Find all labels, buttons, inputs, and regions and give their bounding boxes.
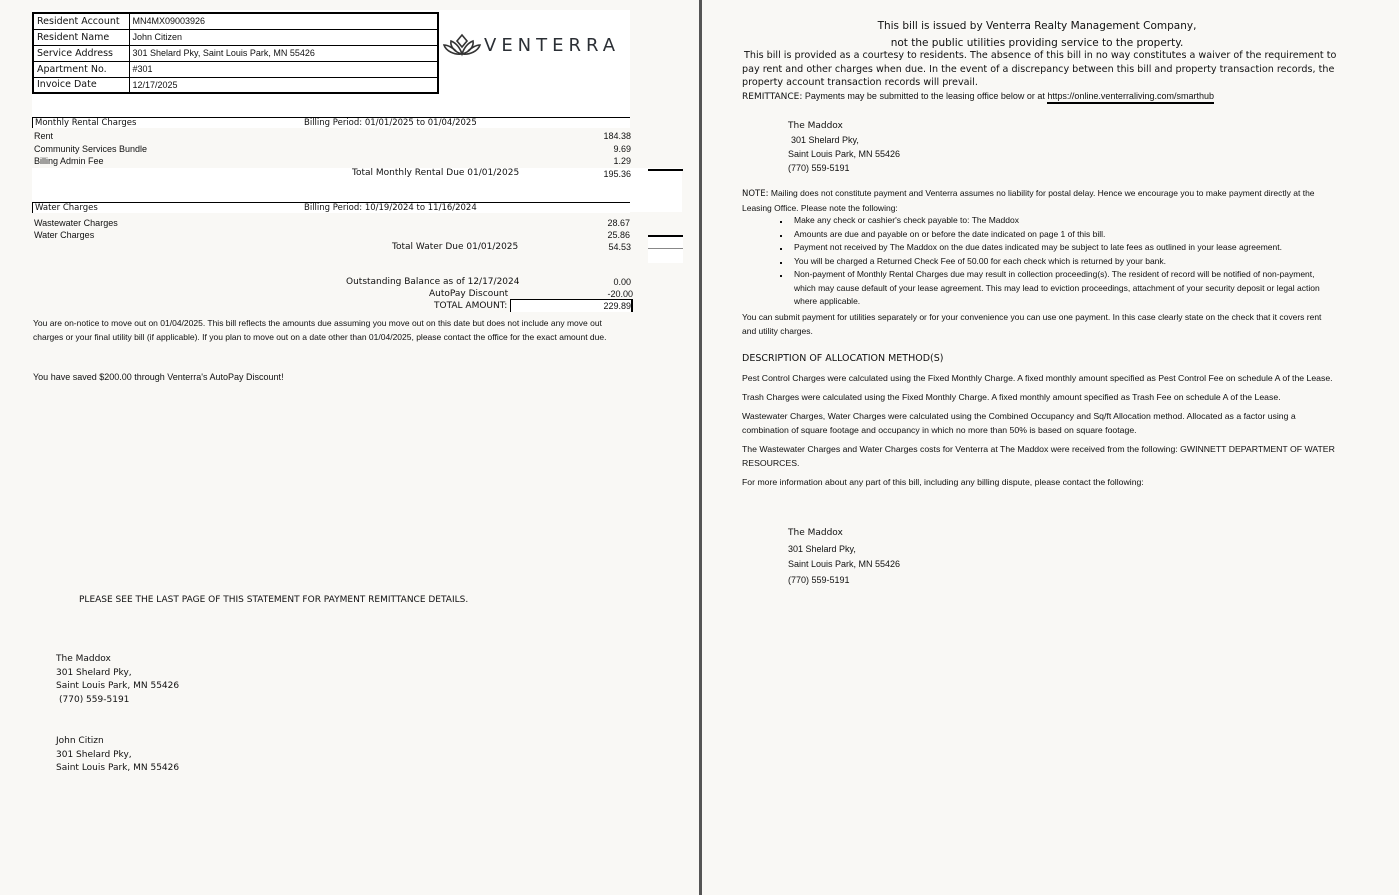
address-line: Saint Louis Park, MN 55426 bbox=[788, 559, 901, 569]
list-item: Non-payment of Monthly Rental Charges due may result in collection proceeding(s). The resident of record will be notified of non-payment, which may cause default of your lease agreement. This may lead to eviction proceedings, attachment of your security deposit or legal action where applicable. bbox=[776, 268, 1336, 309]
list-item: Payment not received by The Maddox on the due dates indicated may be subject to late fees as outlined in your lease agreement. bbox=[776, 241, 1336, 255]
value: #301 bbox=[129, 61, 438, 77]
value: 12/17/2025 bbox=[129, 77, 438, 93]
water-total-amount: 54.53 bbox=[608, 242, 631, 252]
recipient-address bbox=[56, 735, 179, 776]
issued-line: This bill is issued by Venterra Realty Management Company, bbox=[877, 20, 1197, 32]
address-line: Saint Louis Park, MN 55426 bbox=[788, 149, 901, 159]
charge-amount: 184.38 bbox=[603, 131, 631, 141]
address-line: (770) 559-5191 bbox=[788, 574, 850, 585]
charge-amount: 25.86 bbox=[607, 230, 630, 240]
address-line: John Citizn bbox=[56, 736, 104, 746]
total-amount-label: TOTAL AMOUNT: bbox=[434, 301, 508, 311]
outstanding-amount: 0.00 bbox=[613, 277, 631, 287]
table-row bbox=[33, 13, 438, 29]
allocation-item: The Wastewater Charges and Water Charges costs for Venterra at The Maddox were received from the following: GWINNETT DEPARTMENT OF WATER RESOURCES. bbox=[742, 444, 1335, 468]
lotus-icon bbox=[442, 32, 482, 58]
section-title: Monthly Rental Charges bbox=[35, 118, 137, 128]
value: 301 Shelard Pky, Saint Louis Park, MN 55426 bbox=[129, 45, 438, 61]
label: Service Address bbox=[33, 45, 129, 61]
remittance-line bbox=[742, 91, 1214, 102]
address-line: 301 Shelard Pky, bbox=[791, 135, 859, 145]
label: Resident Name bbox=[33, 29, 129, 45]
total-amount-box bbox=[510, 299, 633, 312]
allocation-item: Trash Charges were calculated using the Fixed Monthly Charge. A fixed monthly amount specified as Trash Fee on schedule A of the Lease. bbox=[742, 392, 1281, 402]
allocation-item: Wastewater Charges, Water Charges were calculated using the Combined Occupancy and Sq/ft Allocation method. Allocated as a factor using a combination of square footage and occupancy in which no more than 50% is based on square footage. bbox=[742, 411, 1296, 435]
water-header bbox=[32, 202, 630, 213]
address-line: Saint Louis Park, MN 55426 bbox=[56, 681, 180, 691]
address-line: 301 Shelard Pky, bbox=[56, 667, 132, 678]
issued-notice bbox=[742, 18, 1332, 52]
list-item: You will be charged a Returned Check Fee of 50.00 for each check which is returned by your bank. bbox=[776, 255, 1336, 269]
billing-period: Billing Period: 10/19/2024 to 11/16/2024 bbox=[304, 203, 477, 213]
note-label: NOTE: bbox=[742, 189, 769, 199]
label: Resident Account bbox=[33, 13, 129, 29]
remittance-notice: PLEASE SEE THE LAST PAGE OF THIS STATEMENT FOR PAYMENT REMITTANCE DETAILS. bbox=[79, 595, 469, 605]
address-line: (770) 559-5191 bbox=[59, 694, 130, 705]
allocation-title: DESCRIPTION OF ALLOCATION METHOD(S) bbox=[742, 353, 944, 364]
address-line: (770) 559-5191 bbox=[788, 163, 850, 173]
rental-total-amount: 195.36 bbox=[603, 169, 631, 179]
label: Invoice Date bbox=[33, 77, 129, 93]
label: Apartment No. bbox=[33, 61, 129, 77]
note-text: Mailing does not constitute payment and Venterra assumes no liability for postal delay. Hence we encourage you to make payment directly at the Leasing Office. Please note the following: bbox=[742, 188, 1315, 213]
value: John Citizen bbox=[129, 29, 438, 45]
table-row bbox=[33, 77, 438, 93]
smarthub-link[interactable]: https://online.venterraliving.com/smarthub bbox=[1047, 91, 1214, 104]
total-rule bbox=[648, 248, 683, 249]
address-line: The Maddox bbox=[56, 654, 111, 664]
list-item: Amounts are due and payable on or before the date indicated on page 1 of this bill. bbox=[776, 228, 1336, 242]
charge-label: Billing Admin Fee bbox=[34, 156, 104, 166]
address-line: Saint Louis Park, MN 55426 bbox=[56, 763, 180, 773]
list-item: Make any check or cashier's check payable to: The Maddox bbox=[776, 214, 1336, 228]
sender-address bbox=[56, 653, 179, 707]
autopay-savings: You have saved $200.00 through Venterra's AutoPay Discount! bbox=[33, 372, 284, 382]
table-row bbox=[33, 45, 438, 61]
rental-total-label: Total Monthly Rental Due 01/01/2025 bbox=[352, 168, 520, 178]
total-band bbox=[648, 235, 683, 263]
remittance-label: REMITTANCE: bbox=[742, 92, 803, 102]
account-info-table bbox=[32, 12, 439, 94]
address-line: 301 Shelard Pky, bbox=[788, 543, 856, 554]
total-rule bbox=[648, 169, 683, 171]
note-paragraph bbox=[742, 187, 1337, 215]
section-title: Water Charges bbox=[35, 203, 98, 213]
allocation-list bbox=[742, 371, 1337, 489]
issued-line: not the public utilities providing service to the property. bbox=[890, 37, 1184, 49]
rental-header bbox=[32, 117, 630, 128]
autopay-amount: -20.00 bbox=[607, 289, 633, 299]
total-amount-value: 229.89 bbox=[603, 301, 631, 311]
venterra-logo bbox=[442, 32, 620, 58]
water-total-label: Total Water Due 01/01/2025 bbox=[392, 242, 519, 252]
address-line: The Maddox bbox=[788, 121, 843, 131]
move-out-notice: You are on-notice to move out on 01/04/2025. This bill reflects the amounts due assuming you move out on this date but does not include any move out charges or your final utility bill (if applicable). If you plan to move out on a date other than 01/04/2025, please contact the office for the exact amount due. bbox=[33, 318, 607, 342]
table-row bbox=[33, 61, 438, 77]
utilities-note: You can submit payment for utilities separately or for your convenience you can use one payment. In this case clearly state on the check that it covers rent and utility charges. bbox=[742, 312, 1322, 336]
charge-label: Wastewater Charges bbox=[34, 218, 118, 228]
autopay-label: AutoPay Discount bbox=[429, 289, 509, 299]
payment-notes-list bbox=[776, 214, 1336, 309]
charge-label: Rent bbox=[34, 131, 54, 141]
table-row bbox=[33, 29, 438, 45]
charge-amount: 9.69 bbox=[613, 144, 631, 154]
total-rule bbox=[648, 235, 683, 237]
contact-address bbox=[788, 526, 900, 588]
charge-amount: 1.29 bbox=[613, 156, 631, 166]
charge-amount: 28.67 bbox=[607, 218, 630, 228]
office-address bbox=[788, 119, 900, 175]
outstanding-label: Outstanding Balance as of 12/17/2024 bbox=[346, 277, 520, 287]
charge-label: Water Charges bbox=[34, 230, 95, 240]
charge-label: Community Services Bundle bbox=[34, 144, 148, 154]
logo-text: VENTERRA bbox=[484, 34, 621, 56]
address-line: 301 Shelard Pky, bbox=[56, 749, 132, 760]
billing-period: Billing Period: 01/01/2025 to 01/04/2025 bbox=[304, 118, 477, 128]
remittance-text: Payments may be submitted to the leasing office below or at bbox=[804, 91, 1045, 101]
contact-intro: For more information about any part of this bill, including any billing dispute, please contact the following: bbox=[742, 477, 1144, 487]
courtesy-notice: This bill is provided as a courtesy to residents. The absence of this bill in no way constitutes a waiver of the requirement to pay rent and other charges when due. In the event of a discrepancy between this bill and property transaction records, the property account transaction records will prevail. bbox=[742, 50, 1337, 88]
address-line: The Maddox bbox=[788, 528, 843, 538]
page-divider bbox=[699, 0, 702, 895]
allocation-item: Pest Control Charges were calculated using the Fixed Monthly Charge. A fixed monthly amount specified as Pest Control Fee on schedule A of the Lease. bbox=[742, 373, 1333, 383]
value: MN4MX09003926 bbox=[129, 13, 438, 29]
